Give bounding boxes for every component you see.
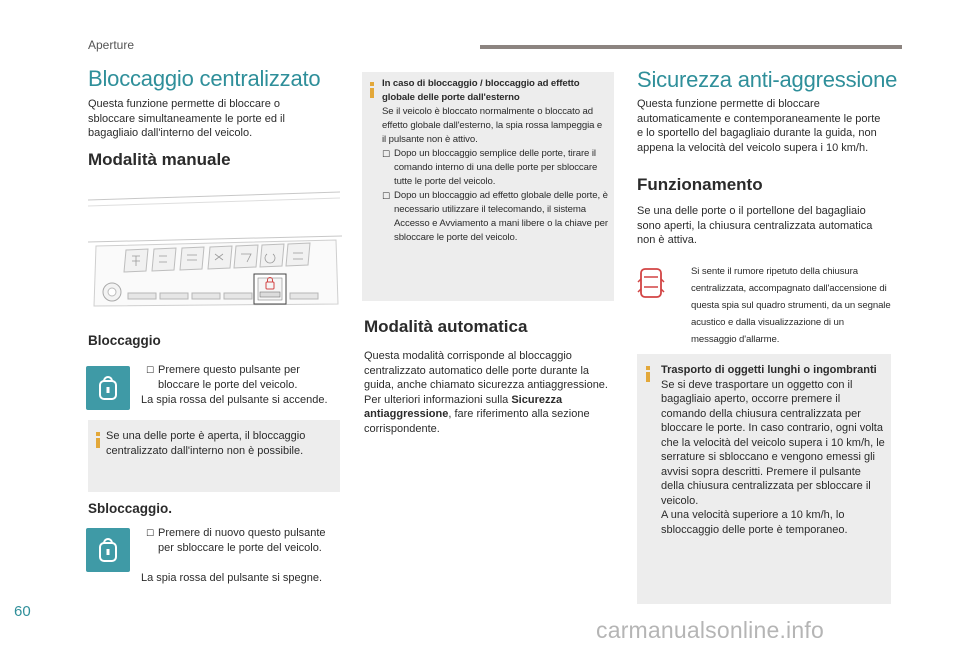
heading-funzionamento: Funzionamento bbox=[637, 175, 763, 194]
info-marker-icon bbox=[96, 432, 100, 448]
auto-body: Questa modalità corrisponde al bloccaggio centralizzato automatico delle porte durante la guida, anche chiamato sicurezza antiaggressione. Per ulteriori informazioni sulla Sicurezza antiaggressione, fare riferimento alla sezione corrispondente. bbox=[364, 350, 608, 435]
info-box-porte-aperte bbox=[88, 420, 340, 492]
info-bullet-1: ☐ Dopo un bloccaggio semplice delle porte, tirare il comando interno di una delle porte per sbloccare tutte le porte del veicolo. bbox=[382, 148, 598, 187]
section-label: Aperture bbox=[88, 38, 135, 52]
info-box-body-2: A una velocità superiore a 10 km/h, lo sbloccaggio delle porte è temporaneo. bbox=[661, 509, 848, 536]
car-doors-warning-icon bbox=[637, 265, 665, 301]
right-intro: Questa funzione permette di bloccare automaticamente e contemporaneamente le porte e lo sportello del bagagliaio durante la guida, non appena la velocità del veicolo supera i 10 km/h. bbox=[637, 98, 881, 154]
auto-ref-link: Sicurezza antiaggressione bbox=[364, 393, 563, 420]
heading-sbloccaggio: Sbloccaggio. bbox=[88, 501, 173, 516]
info-box-body: Se si deve trasportare un oggetto con il bagagliaio aperto, occorre premere il comando della chiusura centralizzata per bloccare le porte. In caso contrario, ogni volta che la velocità del veicolo supera i 10 km/h, le serrature si sbloccano e vengono emessi gli avvisi sopra descritti. Premere il pulsante della chiusura centralizzata per sbloccare il veicolo. bbox=[661, 378, 885, 507]
lock-note: La spia rossa del pulsante si accende. bbox=[141, 394, 328, 406]
lock-icon bbox=[97, 536, 119, 564]
warning-text: Si sente il rumore ripetuto della chiusura centralizzata, accompagnato dall'accensione di questa spia sul quadro strumenti, da un segnale acustico e dalla visualizzazione di un messaggio d'allarme. bbox=[691, 266, 891, 345]
console-switch-panel-icon bbox=[86, 186, 344, 308]
unlock-note: La spia rossa del pulsante si spegne. bbox=[141, 572, 323, 584]
bullet-marker-icon: ☐ bbox=[382, 149, 390, 159]
info-box-text: Se una delle porte è aperta, il bloccaggio centralizzato dall'interno non è possibile. bbox=[106, 430, 306, 457]
header-rule bbox=[480, 45, 902, 49]
info-box-trasporto bbox=[637, 354, 891, 604]
info-box-body: Se il veicolo è bloccato normalmente o bloccato ad effetto globale dall'esterno, la spia rossa lampeggia e il pulsante non è attivo. bbox=[382, 106, 603, 145]
lock-icon bbox=[97, 374, 119, 402]
title-sicurezza-anti-aggressione: Sicurezza anti-aggressione bbox=[637, 67, 898, 92]
func-body: Se una delle porte o il portellone del bagagliaio sono aperti, la chiusura centralizzata automatica non è attiva. bbox=[637, 205, 873, 246]
heading-bloccaggio: Bloccaggio bbox=[88, 333, 161, 348]
lock-button-tile bbox=[86, 366, 130, 410]
info-box-title: In caso di bloccaggio / bloccaggio ad effetto globale delle porte dall'esterno bbox=[382, 78, 580, 103]
heading-modalita-manuale: Modalità manuale bbox=[88, 150, 231, 169]
bullet-marker-icon: ☐ bbox=[146, 365, 155, 375]
bullet-marker-icon: ☐ bbox=[382, 191, 390, 201]
watermark: carmanualsonline.info bbox=[596, 617, 824, 643]
bullet-marker-icon: ☐ bbox=[146, 528, 155, 538]
info-marker-icon bbox=[646, 366, 650, 382]
left-intro: Questa funzione permette di bloccare o sbloccare simultaneamente le porte ed il bagagliaio dall'interno del veicolo. bbox=[88, 98, 285, 139]
page-number: 60 bbox=[14, 603, 31, 620]
info-box-bloccaggio-esterno bbox=[362, 72, 614, 301]
unlock-button-tile bbox=[86, 528, 130, 572]
door-open-warning-icon bbox=[637, 265, 665, 301]
unlock-step: ☐ Premere di nuovo questo pulsante per sbloccare le porte del veicolo. bbox=[146, 527, 326, 554]
info-bullet-2: ☐ Dopo un bloccaggio ad effetto globale delle porte, è necessario utilizzare il telecomando, il sistema Accesso e Avviamento a mani libere o la chiave per sbloccare le porte del veicolo. bbox=[382, 190, 608, 243]
console-illustration bbox=[86, 186, 344, 308]
lock-step: ☐ Premere questo pulsante per bloccare le porte del veicolo. bbox=[146, 364, 300, 391]
title-bloccaggio-centralizzato: Bloccaggio centralizzato bbox=[88, 66, 321, 91]
heading-modalita-automatica: Modalità automatica bbox=[364, 317, 528, 336]
info-marker-icon bbox=[370, 82, 374, 98]
info-box-title: Trasporto di oggetti lunghi o ingombranti bbox=[661, 364, 877, 376]
